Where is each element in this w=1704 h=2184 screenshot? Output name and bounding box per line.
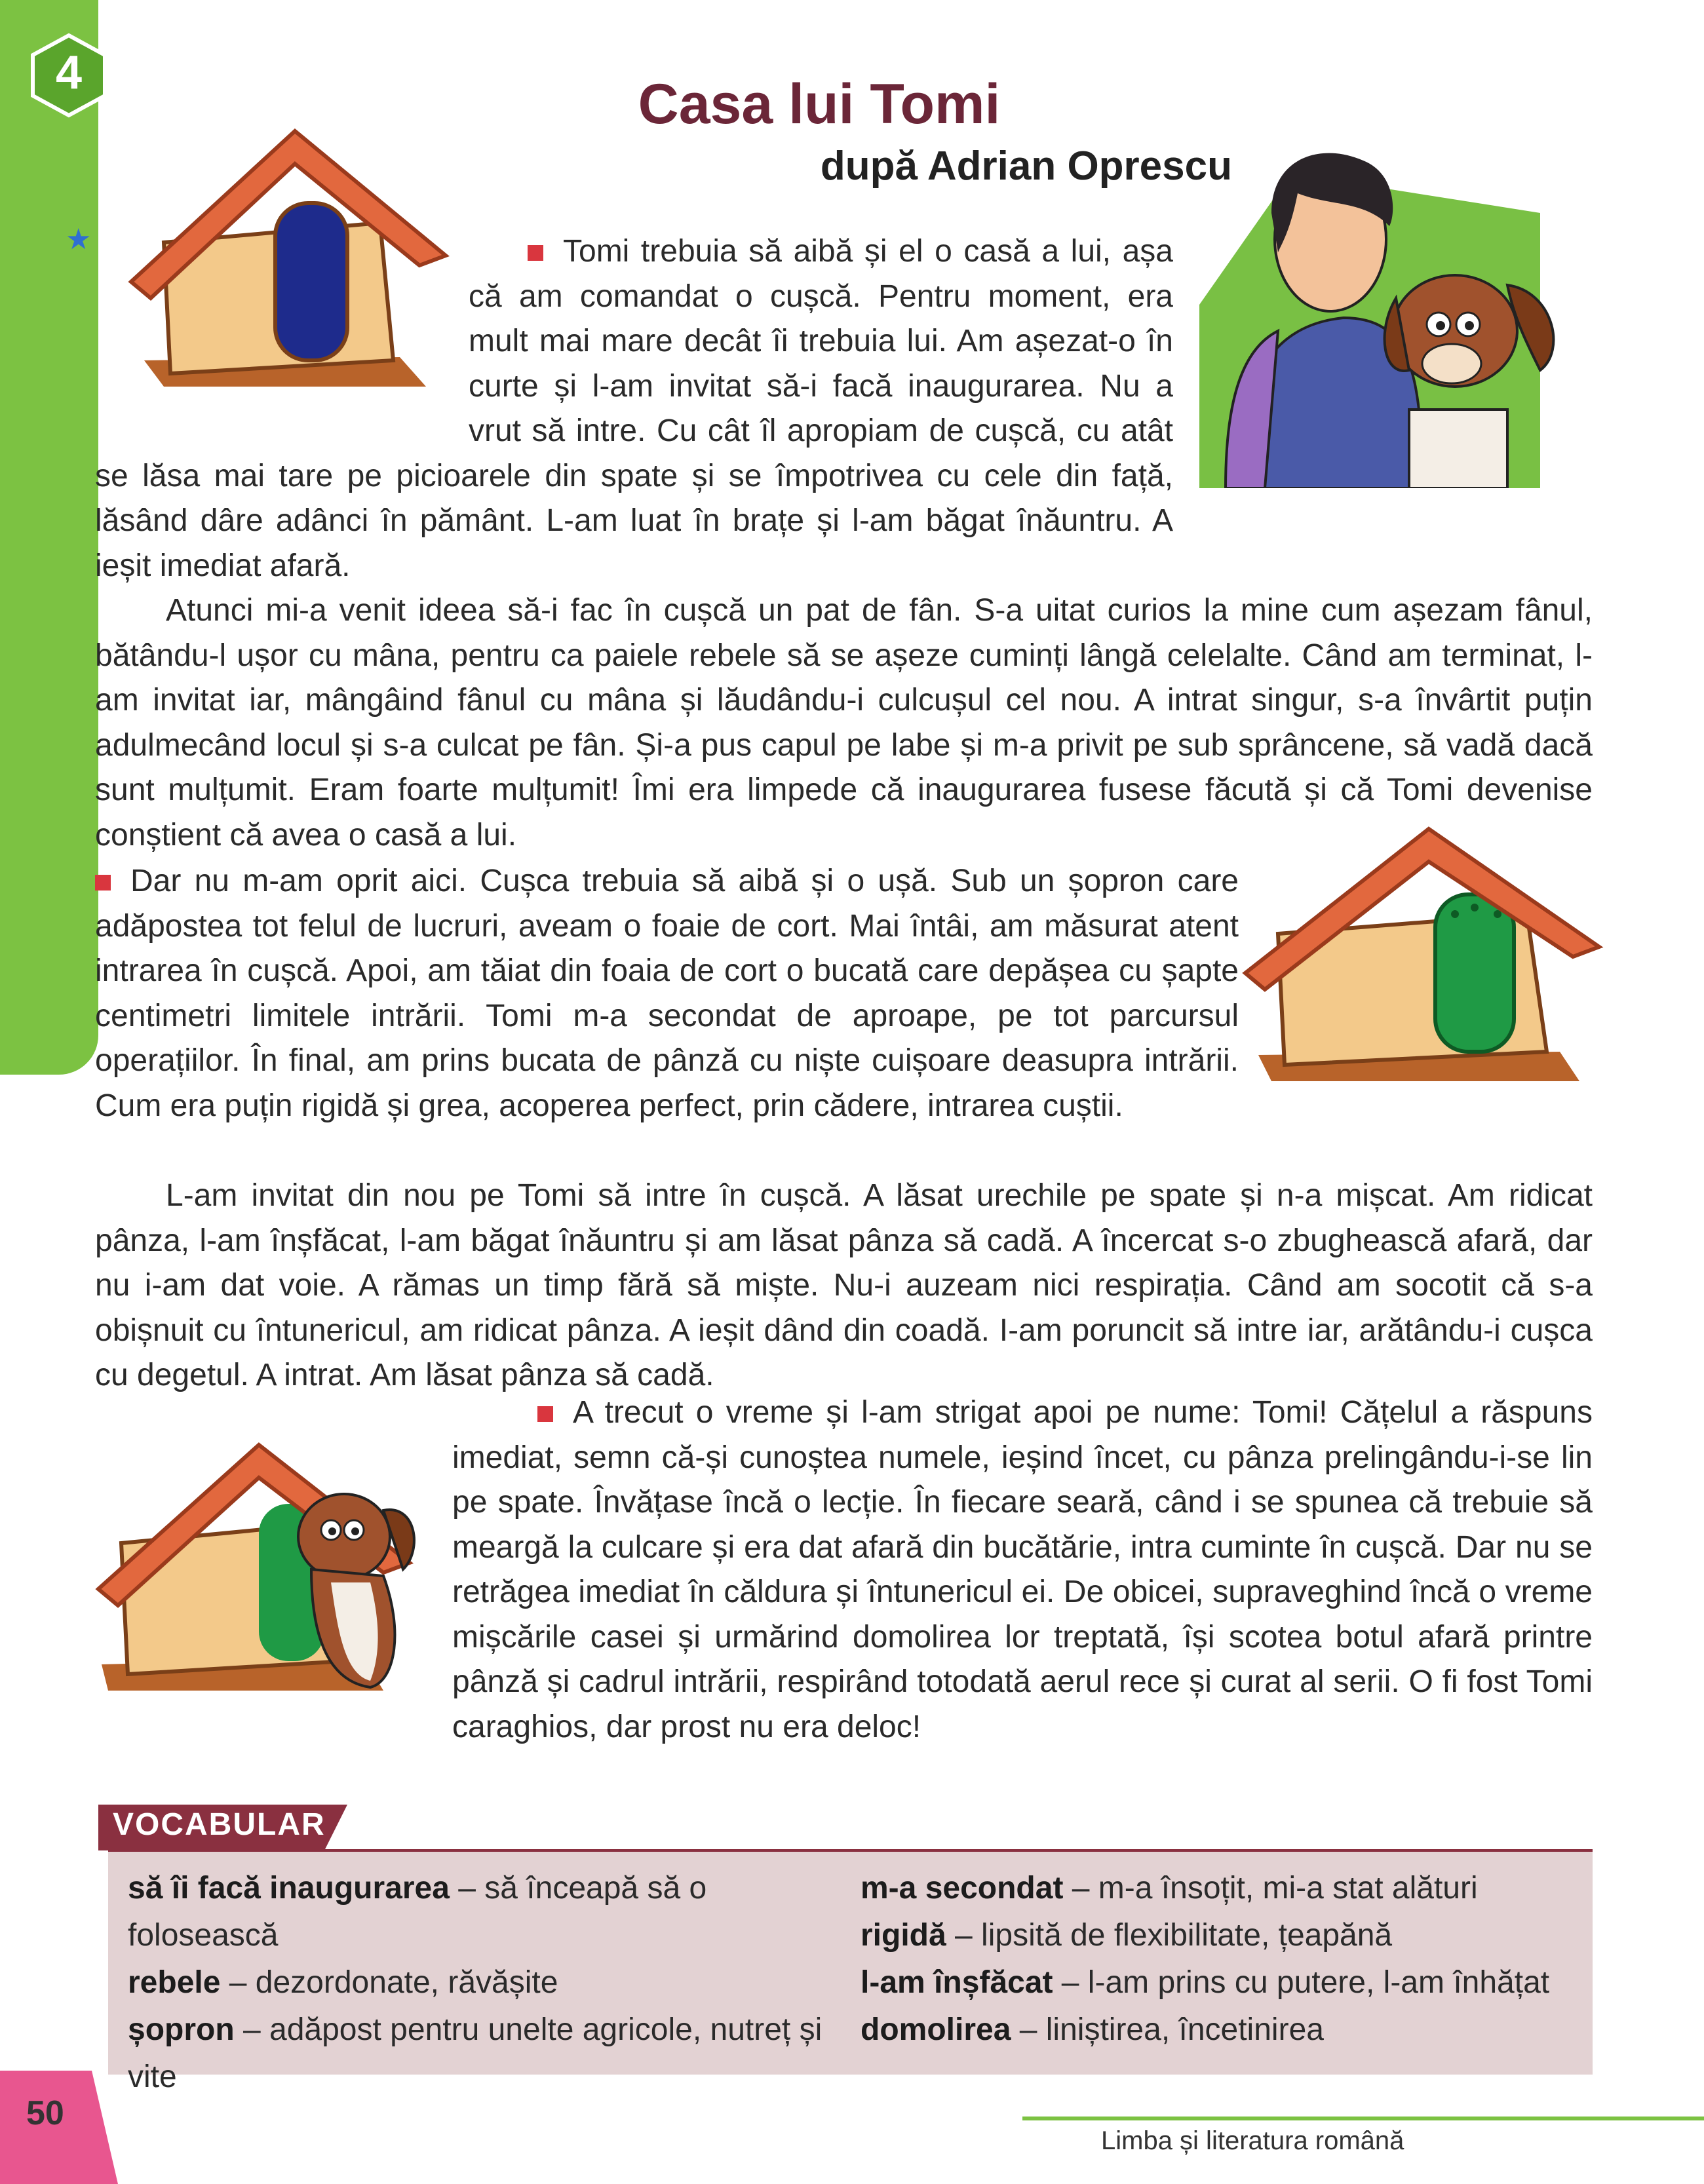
vocab-box [108,1849,1593,2094]
vocab-entry: rebele – dezordonate, răvășite [128,1965,558,2000]
author-line: după Adrian Oprescu [820,144,1232,189]
star-icon: ★ [66,223,92,256]
vocab-right-column [861,1865,1581,2054]
page-number: 50 [26,2094,64,2132]
vocab-entry: domolirea – liniștirea, încetinirea [861,2012,1324,2047]
vocab-entry: l-am înșfăcat – l-am prins cu putere, l-am înhățat [861,1965,1550,2000]
story-paragraph-1: Tomi trebuia să aibă și el o casă a lui, așa că am comandat o cușcă. Pentru moment, era mult mai mare decât îi trebuia lui. Am așezat-o în curte și l-am invitat să-i facă inaugurarea. Nu a vrut să intre. Cu cât îl apropiam de cușcă, cu atât se lăsa mai tare pe picioarele din spate și se împotrivea cu cele din față, lăsând dâre adânci în pământ. L-am luat în brațe și l-am băgat înăuntru. A ieșit imediat afară. [95,234,1173,583]
vocab-left-column [128,1865,823,2101]
side-band [0,0,98,1075]
story-paragraph-3: Dar nu m-am oprit aici. Cușca trebuia să aibă și o ușă. Sub un șopron care adăpostea tot felul de lucruri, aveam o foaie de cort. Mai întâi, am măsurat atent intrarea în cușcă. Apoi, am tăiat din foaia de cort o bucată care depășea cu șapte centimetri limitele intrării. Tomi m-a secondat de aproape, pe tot parcursul operațiilor. În final, am prins bucata de pânză cu niște cuișoare deasupra intrării. Cum era puțin rigidă și grea, acoperea perfect, prin cădere, intrarea cuștii. [95,864,1239,1123]
footer-rule [1022,2117,1704,2120]
story-paragraph-5: A trecut o vreme și l-am strigat apoi pe nume: Tomi! Cățelul a răspuns imediat, semn că-și cunoștea numele, ieșind încet, cu pânza prelingându-i-se lin pe spate. Învățase încă o lecție. În fiecare seară, când i se spunea că trebuie să meargă la culcare și era dat afară din bucătărie, intra cuminte în cușcă. Dar nu se retrăgea imediat în căldura și întunericul ei. De obicei, supraveghind încă o vreme mișcările casei și urmărind domolirea lor treptată, își scotea botul afară printre pânză și cadrul intrării, respirând totodată aerul rece și curat al serii. O fi fost Tomi caraghios, dar prost nu era deloc! [452,1395,1593,1744]
footer-subject: Limba și literatura română [1101,2126,1404,2155]
section-bullet-icon [95,875,111,891]
man-with-dog-illustration [1199,134,1593,488]
vocab-entry: să îi facă inaugurarea – să înceapă să o folosească [128,1871,707,1953]
vocab-entry: m-a secondat – m-a însoțit, mi-a stat alături [861,1871,1478,1906]
section-bullet-icon [528,245,543,261]
lesson-number: 4 [55,47,83,99]
vocab-entry: șopron – adăpost pentru unelte agricole, nutreț și vite [128,2012,823,2094]
dog-in-doghouse-illustration [95,1432,436,1714]
page-title: Casa lui Tomi [638,73,1001,136]
vocab-entry: rigidă – lipsită de flexibilitate, țeapănă [861,1918,1393,1953]
section-bullet-icon [537,1406,553,1422]
doghouse-curtain-illustration [1239,822,1606,1098]
story-paragraph-4: L-am invitat din nou pe Tomi să intre în cușcă. A lăsat urechile pe spate și n-a mișcat. Am ridicat pânza, l-am înșfăcat, l-am băgat înăuntru și am lăsat pânza să cadă. A încercat s-o zbughească afară, dar nu i-am dat voie. A rămas un timp fără să miște. Nu-i auzeam nici respirația. Când am socotit că s-a obișnuit cu întunericul, am ridicat pânza. A ieșit dând din coadă. I-am poruncit să intre iar, arătându-i cușca cu degetul. A intrat. Am lăsat pânza să cadă. [95,1178,1593,1392]
story-paragraph-2: Atunci mi-a venit ideea să-i fac în cușcă un pat de fân. S-a uitat curios la mine cum așezam fânul, bătându-l ușor cu mâna, pentru ca paiele rebele să se așeze cuminți lângă celelalte. Când am terminat, l-am invitat iar, mângâind fânul cu mâna și lăudându-i culcușul cel nou. A intrat singur, s-a învârtit puțin adulmecând locul și s-a culcat pe fân. Și-a pus capul pe labe și m-a privit pe sub sprâncene, să vadă dacă sunt mulțumit. Eram foarte mulțumit! Îmi era limpede că inaugurarea fusese făcută și că Tomi devenise conștient că avea o casă a lui. [95,593,1593,853]
vocab-heading: VOCABULAR [113,1807,326,1842]
